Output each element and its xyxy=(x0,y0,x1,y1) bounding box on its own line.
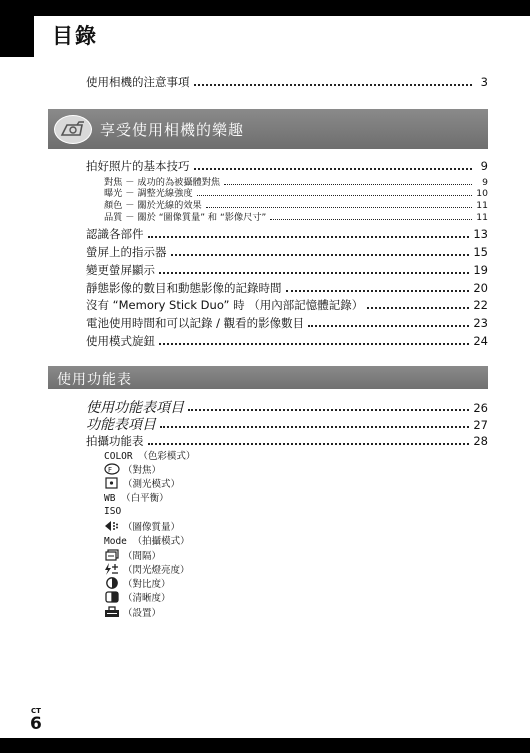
toc-entry-page: 20 xyxy=(473,281,488,295)
leader-dots xyxy=(148,236,470,238)
menu-item-shooting-mode[interactable] xyxy=(104,533,190,547)
toc-entry-image-count[interactable] xyxy=(86,280,488,296)
toc-entry-page: 15 xyxy=(473,245,488,259)
toc-entry-page: 26 xyxy=(473,401,488,415)
toc-entry-page: 11 xyxy=(476,212,488,223)
toc-entry-label: 螢屏上的指示器 xyxy=(86,245,167,259)
toc-entry-page: 13 xyxy=(473,227,488,241)
menu-item-label: ISO xyxy=(104,505,122,517)
menu-item-sharpness[interactable] xyxy=(104,590,171,604)
toc-entry-page: 19 xyxy=(473,263,488,277)
menu-item-label: （測光模式） xyxy=(123,479,181,490)
camera-hand-icon xyxy=(54,115,92,144)
menu-item-metering[interactable] xyxy=(104,476,180,490)
section-title: 使用功能表 xyxy=(57,372,132,388)
toc-entry-internal-memory[interactable] xyxy=(86,297,488,313)
menu-item-label: （閃光燈亮度） xyxy=(123,565,190,576)
menu-item-flash-level[interactable] xyxy=(104,562,190,576)
toc-entry-parts[interactable] xyxy=(86,226,488,242)
metering-icon xyxy=(104,477,120,489)
menu-item-label: COLOR （色彩模式） xyxy=(104,451,196,462)
toc-entry-page: 9 xyxy=(480,159,488,173)
leader-dots xyxy=(160,426,469,428)
leader-dots xyxy=(194,168,473,170)
corner-block xyxy=(0,0,34,57)
toc-entry-basic-techniques[interactable] xyxy=(86,158,488,174)
leader-dots xyxy=(159,343,469,345)
toc-entry-page: 3 xyxy=(480,75,488,89)
toc-entry-battery-life[interactable] xyxy=(86,315,488,331)
leader-dots xyxy=(194,84,473,86)
toc-entry-label: 使用模式旋鈕 xyxy=(86,334,155,348)
toc-entry-page: 23 xyxy=(473,316,488,330)
section-banner-enjoy xyxy=(48,109,488,149)
leader-dots xyxy=(159,272,469,274)
interval-icon xyxy=(104,549,120,561)
menu-item-label: WB （白平衡） xyxy=(104,493,169,504)
leader-dots xyxy=(367,307,469,309)
menu-item-interval[interactable] xyxy=(104,548,161,562)
toc-entry-label: 曝光 － 調整光線強度 xyxy=(104,188,193,199)
toc-entry-label: 認識各部件 xyxy=(86,227,144,241)
page-title: 目錄 xyxy=(52,24,98,48)
menu-item-image-quality[interactable] xyxy=(104,519,180,533)
toc-entry-label: 沒有 “Memory Stick Duo” 時 （用內部記憶體記錄） xyxy=(86,298,364,312)
menu-item-contrast[interactable] xyxy=(104,576,171,590)
leader-dots xyxy=(197,195,472,196)
leader-dots xyxy=(206,207,472,208)
toc-entry-label: 靜態影像的數目和動態影像的記錄時間 xyxy=(86,281,282,295)
toc-entry-label: 拍好照片的基本技巧 xyxy=(86,159,190,173)
toc-entry-page: 11 xyxy=(476,200,488,211)
leader-dots xyxy=(148,443,470,445)
menu-item-label: （清晰度） xyxy=(123,593,171,604)
toc-entry-page: 22 xyxy=(473,298,488,312)
toc-entry-menu-items[interactable] xyxy=(86,414,488,434)
menu-item-label: （間隔） xyxy=(123,551,162,562)
leader-dots xyxy=(308,325,469,327)
toc-entry-page: 9 xyxy=(482,177,488,188)
toc-subentry-quality[interactable] xyxy=(104,209,488,223)
section-banner-menu xyxy=(48,366,488,389)
toc-entry-page: 27 xyxy=(473,418,488,432)
toc-entry-label: 顏色 － 關於光線的效果 xyxy=(104,200,202,211)
menu-item-iso[interactable] xyxy=(104,504,121,518)
toc-entry-shooting-menu[interactable] xyxy=(86,433,488,449)
focus-icon xyxy=(104,463,120,475)
menu-item-setup[interactable] xyxy=(104,605,161,619)
toc-entry-label: 使用功能表項目 xyxy=(86,400,184,416)
image-quality-icon xyxy=(104,520,120,532)
toc-entry-mode-dial[interactable] xyxy=(86,333,488,349)
menu-item-label: （圖像質量） xyxy=(123,522,181,533)
toc-entry-label: 品質 － 關於 “圖像質量” 和 “影像尺寸” xyxy=(104,212,267,223)
svg-text:F: F xyxy=(108,466,113,474)
bottom-bar xyxy=(0,738,530,753)
top-bar xyxy=(0,0,530,16)
section-title: 享受使用相機的樂趣 xyxy=(100,121,245,139)
sharpness-icon xyxy=(104,591,120,603)
menu-item-label: Mode （拍攝模式） xyxy=(104,536,190,547)
page-number: 6 xyxy=(30,714,42,734)
setup-icon xyxy=(104,606,120,618)
menu-item-label: （對焦） xyxy=(123,465,162,476)
toc-entry-page: 28 xyxy=(473,434,488,448)
contrast-icon xyxy=(104,577,120,589)
toc-entry-precautions[interactable] xyxy=(86,74,488,90)
toc-entry-indicators[interactable] xyxy=(86,244,488,260)
toc-entry-label: 功能表項目 xyxy=(86,417,156,433)
leader-dots xyxy=(188,409,469,411)
menu-item-label: （對比度） xyxy=(123,579,171,590)
toc-entry-label: 變更螢屏顯示 xyxy=(86,263,155,277)
toc-entry-label: 對焦 － 成功的為被攝體對焦 xyxy=(104,177,221,188)
toc-entry-label: 電池使用時間和可以記錄 / 觀看的影像數目 xyxy=(86,316,305,330)
page-language-code: CT xyxy=(31,707,41,715)
toc-entry-label: 使用相機的注意事項 xyxy=(86,75,190,89)
leader-dots xyxy=(286,290,470,292)
toc-entry-page: 24 xyxy=(473,334,488,348)
menu-item-label: （設置） xyxy=(123,608,162,619)
flash-level-icon xyxy=(104,563,120,575)
menu-item-focus[interactable] xyxy=(104,462,161,476)
leader-dots xyxy=(270,219,472,220)
toc-entry-change-display[interactable] xyxy=(86,262,488,278)
leader-dots xyxy=(171,254,470,256)
toc-entry-page: 10 xyxy=(476,188,488,199)
menu-item-white-balance[interactable] xyxy=(104,490,169,504)
toc-entry-label: 拍攝功能表 xyxy=(86,434,144,448)
menu-item-color-mode[interactable] xyxy=(104,448,195,462)
